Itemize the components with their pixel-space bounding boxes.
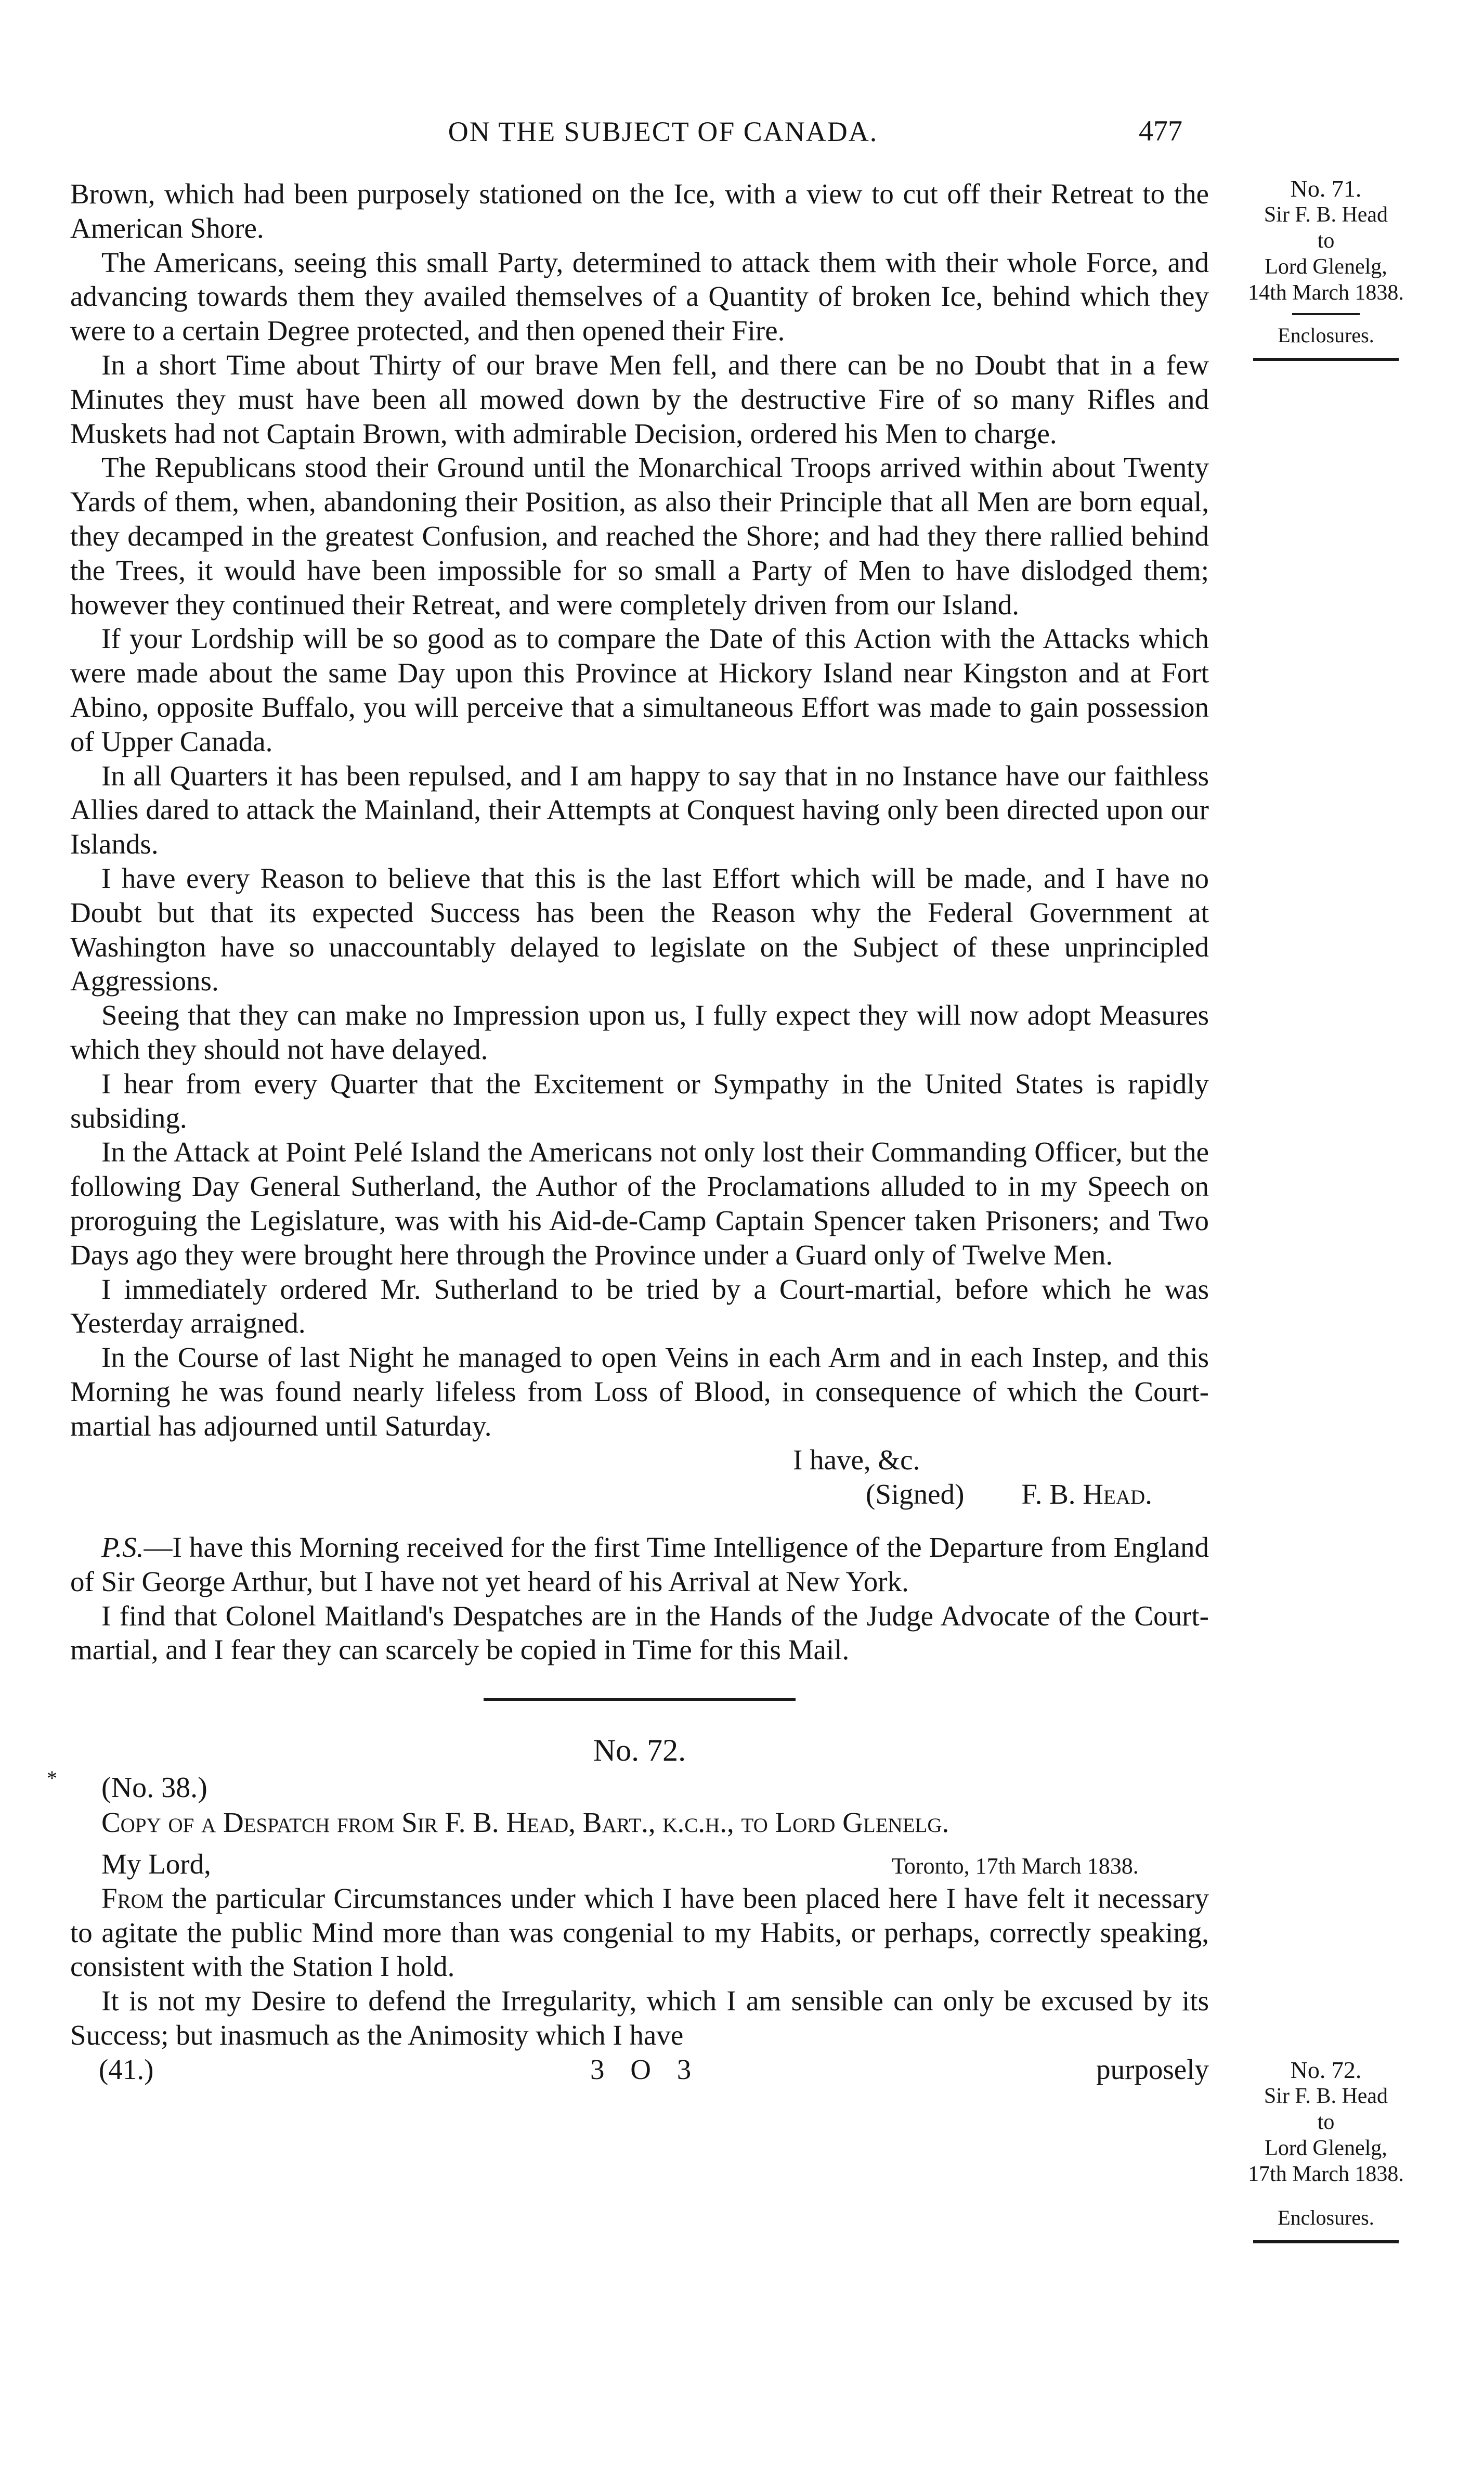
- paragraph: In all Quarters it has been repulsed, and I am happy to say that in no Instance have our faithless Allies dared to attack the Mainland, their Attempts at Conquest having only been directed upon our Islands.: [70, 759, 1209, 860]
- paragraph: The Americans, seeing this small Party, determined to attack them with their whole Force, and advancing towards them they availed themselves of a Quantity of broken Ice, behind which they were to a certain Degree protected, and then opened their Fire.: [70, 246, 1209, 347]
- page-number: 477: [1139, 115, 1182, 147]
- dateline: Toronto, 17th March 1838.: [892, 1853, 1139, 1879]
- paragraph: I immediately ordered Mr. Sutherland to be tried by a Court-martial, before which he was Yesterday arraigned.: [70, 1273, 1209, 1339]
- margin-rule: [1253, 358, 1399, 361]
- signature-mark: (41.): [99, 2053, 154, 2085]
- postscript: [70, 1530, 1209, 1599]
- margin-note-enclosures: Enclosures.: [1278, 324, 1374, 347]
- paragraph: Brown, which had been purposely stationed on the Ice, with a view to cut off their Retreat to the American Shore.: [70, 178, 1209, 244]
- paragraph-text: the particular Circumstances under which I have been placed here I have felt it necessary to agitate the public Mind more than was congenial to my Habits, or perhaps, correctly speaking, consistent with the Station I hold.: [70, 1882, 1209, 1983]
- margin-note-72: [1217, 2057, 1435, 2243]
- margin-note-recipient: Lord Glenelg,: [1265, 255, 1387, 279]
- signer-name: F. B. Head.: [1021, 1478, 1152, 1510]
- margin-note-date: 14th March 1838.: [1248, 281, 1404, 305]
- main-text-column: [70, 177, 1209, 2087]
- paragraph: I hear from every Quarter that the Excitement or Sympathy in the United States is rapidly subsiding.: [70, 1067, 1209, 1134]
- ps-text: —I have this Morning received for the first Time Intelligence of the Departure from England of Sir George Arthur, but I have not yet heard of his Arrival at New York.: [70, 1531, 1209, 1597]
- opening-word: From: [101, 1882, 164, 1914]
- page-footer: [70, 2052, 1209, 2087]
- despatch-number: (No. 38.): [101, 1772, 207, 1804]
- paragraph: In the Course of last Night he managed to open Veins in each Arm and in each Instep, and this Morning he was found nearly lifeless from Loss of Blood, in consequence of which the Court-martial has adjourned until Saturday.: [70, 1341, 1209, 1442]
- margin-note-date: 17th March 1838.: [1248, 2162, 1404, 2186]
- paragraph: In the Attack at Point Pelé Island the Americans not only lost their Commanding Officer, but the following Day General Sutherland, the Author of the Proclamations alluded to in my Speech on proroguing the Legislature, was with his Aid-de-Camp Captain Spencer taken Prisoners; and Two Days ago they were brought here through the Province under a Guard only of Twelve Men.: [70, 1136, 1209, 1271]
- paragraph: It is not my Desire to defend the Irregularity, which I am sensible can only be excused by its Success; but inasmuch as the Animosity which I have: [70, 1985, 1209, 2051]
- section-divider: [484, 1698, 796, 1701]
- paragraph: In a short Time about Thirty of our brave Men fell, and there can be no Doubt that in a few Minutes they must have been all mowed down by the destructive Fire of so many Rifles and Muskets had not Captain Brown, with admirable Decision, ordered his Men to charge.: [70, 348, 1209, 449]
- margin-note-number: No. 71.: [1290, 175, 1362, 202]
- margin-note-to: to: [1317, 2110, 1335, 2134]
- paragraph: [70, 1881, 1209, 1984]
- paragraph: The Republicans stood their Ground until the Monarchical Troops arrived within about Twenty Yards of them, when, abandoning their Position, as also their Principle that all Men are born equal, they decamped in the greatest Confusion, and reached the Shore; and had they there rallied behind the Trees, it would have been impossible for so small a Party of Men to have dislodged them; however they continued their Retreat, and were completely driven from our Island.: [70, 451, 1209, 621]
- margin-note-71: [1217, 176, 1435, 361]
- paragraph: I have every Reason to believe that this is the last Effort which will be made, and I have no Doubt but that its expected Success has been the Reason why the Federal Government at Washington have so unaccountably delayed to legislate on the Subject of these unprincipled Aggressions.: [70, 862, 1209, 997]
- closing-line: I have, &c.: [793, 1444, 920, 1476]
- margin-note-number: No. 72.: [1290, 2057, 1362, 2083]
- paragraph: Seeing that they can make no Impression upon us, I fully expect they will now adopt Measures which they should not have delayed.: [70, 999, 1209, 1065]
- margin-note-from: Sir F. B. Head: [1264, 203, 1388, 227]
- sheet-signature: 3 O 3: [590, 2053, 701, 2085]
- catchword: purposely: [1096, 2053, 1209, 2085]
- margin-note-to: to: [1317, 229, 1335, 253]
- salutation: My Lord,: [101, 1848, 211, 1880]
- ps-label: P.S.: [101, 1531, 144, 1564]
- signed-label: (Signed): [866, 1478, 965, 1510]
- margin-rule: [1253, 2240, 1399, 2243]
- despatch-heading: No. 72.: [593, 1733, 686, 1768]
- margin-note-from: Sir F. B. Head: [1264, 2084, 1388, 2108]
- margin-note-recipient: Lord Glenelg,: [1265, 2136, 1387, 2160]
- paragraph: If your Lordship will be so good as to compare the Date of this Action with the Attacks which were made about the same Day upon this Province at Hickory Island near Kingston and at Fort Abino, opposite Buffalo, you will perceive that a simultaneous Effort was made to gain possession of Upper Canada.: [70, 623, 1209, 757]
- margin-rule: [1292, 313, 1360, 315]
- despatch-title: Copy of a Despatch from Sir F. B. Head, Bart., k.c.h., to Lord Glenelg.: [101, 1806, 949, 1839]
- margin-note-enclosures: Enclosures.: [1278, 2206, 1374, 2229]
- running-head: ON THE SUBJECT OF CANADA.: [448, 116, 878, 147]
- paragraph: I find that Colonel Maitland's Despatches are in the Hands of the Judge Advocate of the Court-martial, and I fear they can scarcely be copied in Time for this Mail.: [70, 1599, 1209, 1666]
- margin-asterisk: *: [47, 1766, 57, 1790]
- signature-line: [70, 1477, 1209, 1512]
- salutation-row: [70, 1847, 1209, 1881]
